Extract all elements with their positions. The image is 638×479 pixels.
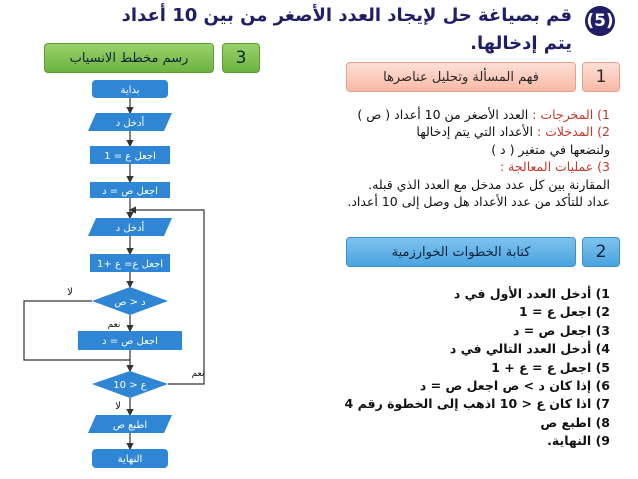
step-7: 7) اذا كان ع < 10 اذهب إلى الخطوة رقم 4 [344,396,610,412]
flow-input-2-label: أدخل د [115,223,145,234]
flow-set-min-label: اجعل ص = د [102,186,158,197]
analysis-line-5: المقارنة بين كل عدد مدخل مع العدد الذي قبله. [368,176,610,192]
analysis-line-4: 3) عمليات المعالجة : [499,159,610,175]
section-3-number: 3 [222,43,260,73]
step-6: 6) إذا كان د > ص اجعل ص = د [419,377,610,393]
flow-print-label: اطبع ص [112,420,148,431]
section-2-label: كتابة الخطوات الخوارزمية [391,244,531,260]
problem-title: قم بصياغة حل لإيجاد العدد الأصغر من بين 10 أعداد يتم إدخالها. [121,5,572,54]
flow-no-2-label: لا [115,401,121,412]
section-2-number: 2 [582,237,620,267]
step-1: 1) أدخل العدد الأول في د [453,286,610,301]
step-5: 5) اجعل ع = ع + 1 [491,359,610,375]
flow-yes-2-label: نعم [191,369,205,379]
step-8: 8) اطبع ص [540,414,610,430]
flow-input-1-label: أدخل د [115,118,145,129]
flow-set-counter-label: اجعل ع = 1 [104,151,156,162]
flow-increment-label: اجعل ع= ع +1 [97,259,163,270]
analysis-line-3: ولنضعها في متغير ( د ) [491,141,610,157]
flow-no-1-label: لا [67,287,73,298]
flow-decision-1-label: د < ص [114,297,146,308]
flow-yes-1-label: نعم [107,320,121,330]
analysis-line-6: عداد للتأكد من عدد الأعداد هل وصل إلى 10 أعداد. [347,193,610,209]
analysis-line-1: 1) المخرجات : العدد الأصغر من 10 أعداد ( ص ) [357,107,610,122]
step-4: 4) أدخل العدد التالي في د [449,341,610,357]
flow-start-label: بداية [120,85,140,96]
step-9: 9) النهاية. [547,433,610,449]
flow-decision-2-label: ع < 10 [113,380,147,391]
section-3-label: رسم مخطط الانسياب [69,50,189,66]
flow-set-min-2-label: اجعل ص = د [102,336,158,347]
step-2: 2) اجعل ع = 1 [518,304,610,320]
analysis-line-2: 2) المدخلات : الأعداد التي يتم إدخالها [416,124,610,140]
section-1-label: فهم المسألة وتحليل عناصرها [383,69,539,85]
flow-end-label: النهاية [117,454,143,465]
step-3: 3) اجعل ص = د [512,322,610,338]
problem-number: (5) [586,11,614,31]
section-1-number: 1 [582,62,620,92]
